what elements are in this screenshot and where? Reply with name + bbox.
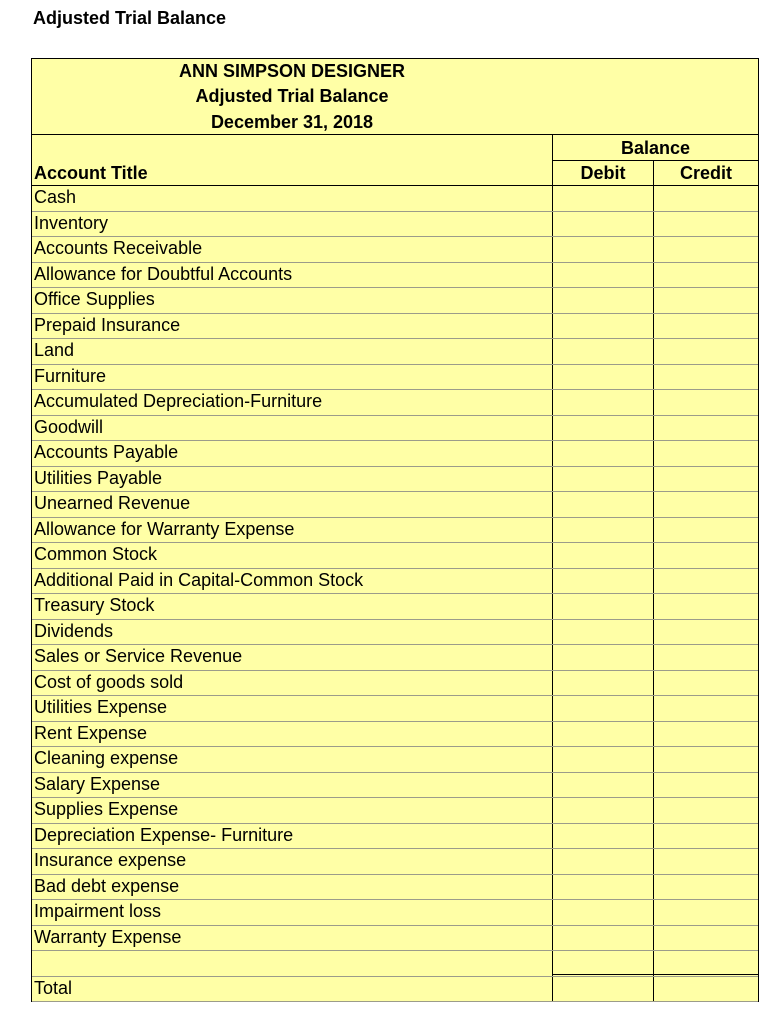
- debit-cell[interactable]: [553, 415, 653, 441]
- account-row-label: Accounts Receivable: [34, 238, 203, 258]
- account-row-label: Bad debt expense: [34, 875, 180, 896]
- account-row-label: Sales or Service Revenue: [34, 646, 243, 666]
- account-row-label: Impairment loss: [34, 901, 162, 921]
- account-row-label: Supplies Expense: [34, 799, 179, 819]
- credit-cell[interactable]: [654, 823, 758, 849]
- debit-cell[interactable]: [553, 619, 653, 645]
- debit-cell[interactable]: [553, 262, 653, 288]
- credit-cell[interactable]: [654, 185, 758, 211]
- credit-cell[interactable]: [654, 568, 758, 594]
- credit-cell[interactable]: [654, 542, 758, 568]
- credit-cell[interactable]: [654, 644, 758, 670]
- credit-cell[interactable]: [654, 925, 758, 951]
- debit-cell[interactable]: [553, 874, 653, 900]
- trial-balance-sheet: [31, 58, 759, 1002]
- credit-cell[interactable]: [654, 899, 758, 925]
- debit-cell[interactable]: [553, 772, 653, 798]
- credit-cell[interactable]: [654, 619, 758, 645]
- account-row-label: Rent Expense: [34, 722, 148, 743]
- account-title-header: Account Title: [34, 163, 148, 183]
- debit-cell[interactable]: [553, 211, 653, 237]
- account-row-label: Treasury Stock: [34, 595, 155, 615]
- debit-cell[interactable]: [553, 338, 653, 364]
- account-row-label: Additional Paid in Capital-Common Stock: [34, 569, 364, 590]
- credit-cell[interactable]: [654, 466, 758, 492]
- credit-cell[interactable]: [654, 670, 758, 696]
- credit-cell[interactable]: [654, 313, 758, 339]
- debit-cell[interactable]: [553, 746, 653, 772]
- debit-cell[interactable]: [553, 542, 653, 568]
- row-divider: [32, 1001, 758, 1002]
- credit-cell[interactable]: [654, 440, 758, 466]
- credit-cell[interactable]: [654, 491, 758, 517]
- debit-cell[interactable]: [553, 925, 653, 951]
- company-name: ANN SIMPSON DESIGNER: [178, 61, 406, 81]
- debit-cell[interactable]: [553, 389, 653, 415]
- debit-cell[interactable]: [553, 695, 653, 721]
- credit-cell[interactable]: [654, 848, 758, 874]
- account-row-label: Inventory: [34, 212, 109, 233]
- credit-cell[interactable]: [654, 415, 758, 441]
- credit-cell[interactable]: [654, 797, 758, 823]
- credit-cell[interactable]: [654, 287, 758, 313]
- debit-cell[interactable]: [553, 797, 653, 823]
- account-row-label: Office Supplies: [34, 289, 155, 309]
- header-divider: [32, 134, 758, 135]
- account-row-label: Allowance for Warranty Expense: [34, 518, 295, 539]
- account-row-label: Cash: [34, 187, 77, 207]
- credit-cell[interactable]: [654, 389, 758, 415]
- debit-header: Debit: [580, 163, 626, 183]
- debit-cell[interactable]: [553, 593, 653, 619]
- account-row-label: Accumulated Depreciation-Furniture: [34, 391, 323, 411]
- debit-cell[interactable]: [553, 185, 653, 211]
- credit-cell[interactable]: [654, 695, 758, 721]
- debit-cell[interactable]: [553, 950, 653, 976]
- debit-cell[interactable]: [553, 976, 653, 1002]
- debit-cell[interactable]: [553, 721, 653, 747]
- account-row-label: Warranty Expense: [34, 926, 182, 947]
- account-row-label: Accounts Payable: [34, 442, 179, 462]
- debit-cell[interactable]: [553, 568, 653, 594]
- account-row-label: Prepaid Insurance: [34, 314, 181, 335]
- account-row-label: Insurance expense: [34, 850, 187, 870]
- total-top-rule: [552, 974, 758, 975]
- credit-cell[interactable]: [654, 338, 758, 364]
- debit-cell[interactable]: [553, 491, 653, 517]
- debit-cell[interactable]: [553, 364, 653, 390]
- credit-cell[interactable]: [654, 236, 758, 262]
- debit-cell[interactable]: [553, 287, 653, 313]
- credit-cell[interactable]: [654, 593, 758, 619]
- debit-cell[interactable]: [553, 466, 653, 492]
- debit-cell[interactable]: [553, 440, 653, 466]
- account-row-label: Goodwill: [34, 416, 104, 437]
- account-row-label: Cost of goods sold: [34, 671, 184, 692]
- account-row-label: Dividends: [34, 620, 114, 641]
- statement-date: December 31, 2018: [210, 112, 374, 132]
- account-row-label: Land: [34, 340, 75, 360]
- credit-cell[interactable]: [654, 772, 758, 798]
- account-row-label: Utilities Expense: [34, 697, 168, 717]
- debit-cell[interactable]: [553, 236, 653, 262]
- account-row-label: Salary Expense: [34, 773, 161, 794]
- debit-cell[interactable]: [553, 848, 653, 874]
- debit-cell[interactable]: [553, 517, 653, 543]
- debit-cell[interactable]: [553, 644, 653, 670]
- account-row-label: Furniture: [34, 365, 107, 386]
- account-row-label: Common Stock: [34, 544, 158, 564]
- page-title: Adjusted Trial Balance: [33, 8, 227, 28]
- credit-header: Credit: [679, 163, 732, 183]
- debit-cell[interactable]: [553, 670, 653, 696]
- account-row-label: Cleaning expense: [34, 748, 179, 768]
- credit-cell[interactable]: [654, 950, 758, 976]
- credit-cell[interactable]: [654, 874, 758, 900]
- debit-cell[interactable]: [553, 313, 653, 339]
- statement-name: Adjusted Trial Balance: [195, 86, 389, 106]
- credit-cell[interactable]: [654, 211, 758, 237]
- total-label: Total: [34, 977, 73, 998]
- account-row-label: Depreciation Expense- Furniture: [34, 824, 294, 845]
- credit-cell[interactable]: [654, 364, 758, 390]
- debit-cell[interactable]: [553, 899, 653, 925]
- account-row-label: Unearned Revenue: [34, 493, 191, 513]
- account-row-label: Utilities Payable: [34, 467, 163, 488]
- credit-cell[interactable]: [654, 746, 758, 772]
- credit-cell[interactable]: [654, 721, 758, 747]
- credit-cell[interactable]: [654, 517, 758, 543]
- balance-header: Balance: [620, 138, 691, 158]
- debit-cell[interactable]: [553, 823, 653, 849]
- credit-cell[interactable]: [654, 976, 758, 1002]
- credit-cell[interactable]: [654, 262, 758, 288]
- account-row-label: Allowance for Doubtful Accounts: [34, 263, 293, 284]
